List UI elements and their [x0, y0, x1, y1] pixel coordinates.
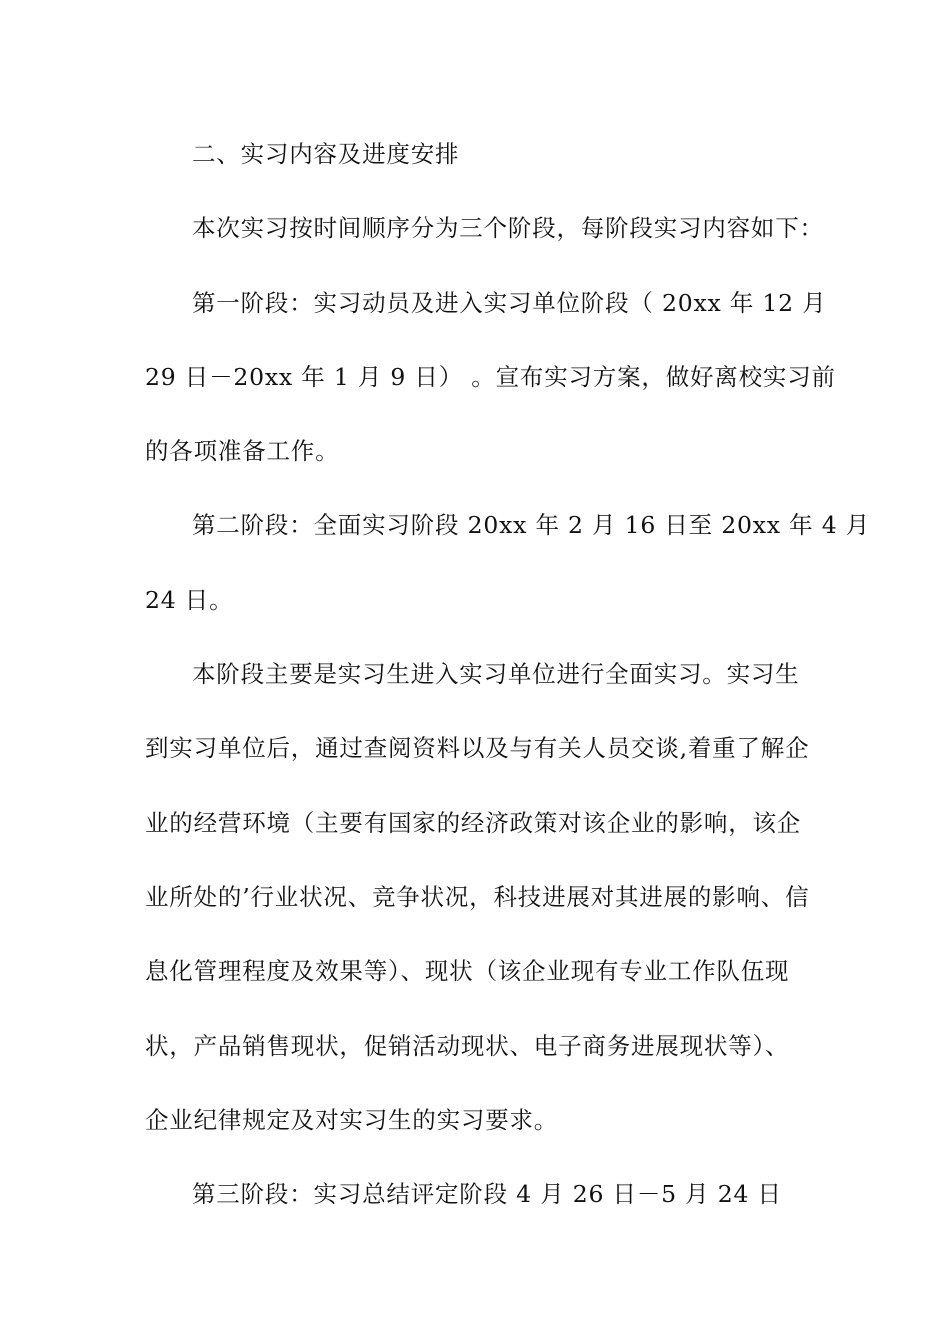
paragraph-phase-one-line-3: 的各项准备工作。 [145, 437, 340, 466]
section-heading: 二、实习内容及进度安排 [192, 140, 460, 168]
paragraph-phase-one-line-1: 第一阶段：实习动员及进入实习单位阶段（ 20xx 年 12 月 [192, 288, 827, 317]
paragraph-phase-two-detail-line-3: 业的经营环境（主要有国家的经济政策对该企业的影响，该企 [145, 808, 802, 837]
paragraph-phase-two-detail-line-5: 息化管理程度及效果等）、现状（该企业现有专业工作队伍现 [145, 957, 790, 986]
paragraph-intro: 本次实习按时间顺序分为三个阶段，每阶段实习内容如下： [192, 214, 824, 243]
paragraph-phase-two-detail-line-2: 到实习单位后，通过查阅资料以及与有关人员交谈,着重了解企 [145, 734, 810, 763]
paragraph-phase-two-detail-line-1: 本阶段主要是实习生进入实习单位进行全面实习。实习生 [192, 660, 800, 689]
paragraph-phase-two-line-1: 第二阶段：全面实习阶段 20xx 年 2 月 16 日至 20xx 年 4 月 [192, 511, 871, 540]
paragraph-phase-one-line-2: 29 日－20xx 年 1 月 9 日） 。宣布实习方案，做好离校实习前 [145, 362, 836, 391]
paragraph-phase-three: 第三阶段：实习总结评定阶段 4 月 26 日－5 月 24 日 [192, 1180, 782, 1209]
document-body [145, 117, 871, 1231]
paragraph-phase-two-line-2: 24 日。 [145, 585, 234, 614]
paragraph-phase-two-detail-line-7: 企业纪律规定及对实习生的实习要求。 [145, 1105, 559, 1134]
paragraph-phase-two-detail-line-4: 业所处的’行业状况、竞争状况，科技进展对其进展的影响、信 [145, 882, 810, 911]
paragraph-phase-two-detail-line-6: 状，产品销售现状，促销活动现状、电子商务进展现状等）、 [145, 1031, 790, 1060]
